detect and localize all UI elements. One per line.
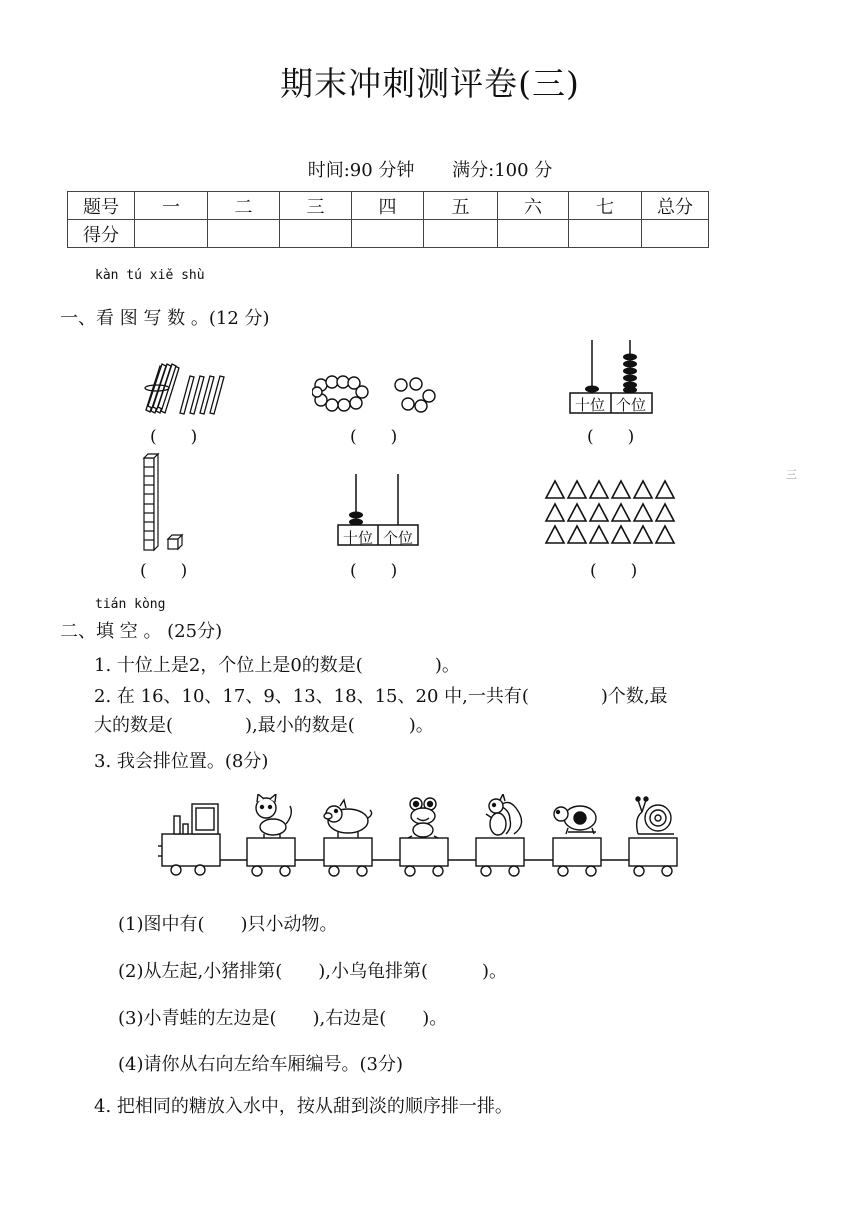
triangle-icon [656,504,674,521]
bead-groups-figure [312,374,442,416]
question-4: 4. 把相同的糖放入水中，按从甜到淡的顺序排一排。 [94,1096,513,1117]
train-car [553,838,601,876]
score-header-cell: 六 [498,192,569,220]
question-3-4: (4)请你从右向左给车厢编号。(3分) [118,1054,403,1075]
section2-pinyin: tián kòng [95,597,166,612]
triangle-icon [634,526,652,543]
abacus-tens-label: 十位 [574,396,605,414]
abacus-ones-label: 个位 [615,396,646,414]
triangle-icon [612,504,630,521]
triangle-icon [634,481,652,498]
cube-blocks-figure [138,452,188,552]
score-header-cell: 七 [569,192,642,220]
bead-group-loose [395,378,435,412]
train-car [400,838,448,876]
abacus-ones-label: 个位 [382,529,413,547]
triangle-icon [568,481,586,498]
score-header-cell: 题号 [68,192,135,220]
answer-blank[interactable]: ( ) [150,427,198,447]
full-score-label: 满分:100 分 [452,160,553,181]
abacus-tens-label: 十位 [342,529,373,547]
answer-blank[interactable]: ( ) [590,561,638,581]
question-3-2: (2)从左起,小猪排第( ),小乌龟排第( )。 [118,961,508,982]
score-header-cell: 总分 [642,192,709,220]
score-table [67,191,709,248]
train-car [324,838,372,876]
score-cell[interactable] [424,220,498,248]
triangles-figure [543,478,679,546]
score-cell[interactable] [498,220,569,248]
bead [585,386,599,393]
snail-icon [636,797,674,834]
triangle-icon [568,526,586,543]
triangle-icon [590,526,608,543]
bead [623,387,637,394]
score-cell[interactable] [208,220,280,248]
triangle-icon [612,526,630,543]
cat-icon [256,794,291,838]
triangle-icon [656,481,674,498]
bead [623,368,637,375]
triangle-icon [590,481,608,498]
bead [349,512,363,519]
triangle-icon [568,504,586,521]
train-car [629,838,677,876]
triangle-icon [612,481,630,498]
bead [349,519,363,526]
score-cell[interactable] [569,220,642,248]
score-table-header-row [68,192,709,220]
bundle-of-ten-icon [145,364,179,413]
turtle-icon [554,806,596,834]
score-header-cell: 一 [135,192,208,220]
bead [623,361,637,368]
unit-cube-icon [168,535,182,549]
time-label: 时间:90 分钟 [307,160,415,181]
question-3-3: (3)小青蛙的左边是( ),右边是( )。 [118,1008,448,1029]
answer-blank[interactable]: ( ) [350,561,398,581]
score-cell[interactable] [642,220,709,248]
frog-icon [408,798,438,838]
question-2-line1: 2. 在 16、10、17、9、13、18、15、20 中,一共有( )个数,最 [94,686,668,707]
bead [623,354,637,361]
section2-heading: 二、填 空 。 (25分) [60,621,223,642]
question-1: 1. 十位上是2，个位上是0的数是( )。 [94,655,460,676]
section1-heading: 一、看 图 写 数 。(12 分) [60,308,270,329]
triangle-icon [546,504,564,521]
triangle-icon [634,504,652,521]
triangle-icon [546,526,564,543]
rod-of-ten-icon [144,454,158,550]
pig-icon [324,800,372,838]
answer-blank[interactable]: ( ) [140,561,188,581]
triangle-icon [590,504,608,521]
train-car [476,838,524,876]
exam-info [0,156,860,182]
bead-group-of-ten [312,376,368,411]
score-table-score-row [68,220,709,248]
score-header-cell: 三 [280,192,352,220]
stick-bundle-figure [140,360,230,418]
score-header-cell: 五 [424,192,498,220]
bead [623,375,637,382]
score-cell[interactable] [280,220,352,248]
squirrel-icon [486,794,522,835]
answer-blank[interactable]: ( ) [350,427,398,447]
score-cell[interactable] [352,220,424,248]
question-3: 3. 我会排位置。(8分) [94,751,269,772]
answer-blank[interactable]: ( ) [587,427,635,447]
train-car [247,838,295,876]
section1-pinyin: kàn tú xiě shù [95,268,205,283]
triangle-icon [656,526,674,543]
question-2-line2: 大的数是( ),最小的数是( )。 [94,715,434,736]
page-title: 期末冲刺测评卷(三) [280,64,580,103]
locomotive-icon [158,804,220,875]
question-3-1: (1)图中有( )只小动物。 [118,914,338,935]
animal-train-figure [156,794,686,880]
score-cell[interactable] [135,220,208,248]
score-row-label: 得分 [68,220,135,248]
score-header-cell: 四 [352,192,424,220]
score-header-cell: 二 [208,192,280,220]
triangle-icon [546,481,564,498]
side-note: 三 [786,468,797,481]
